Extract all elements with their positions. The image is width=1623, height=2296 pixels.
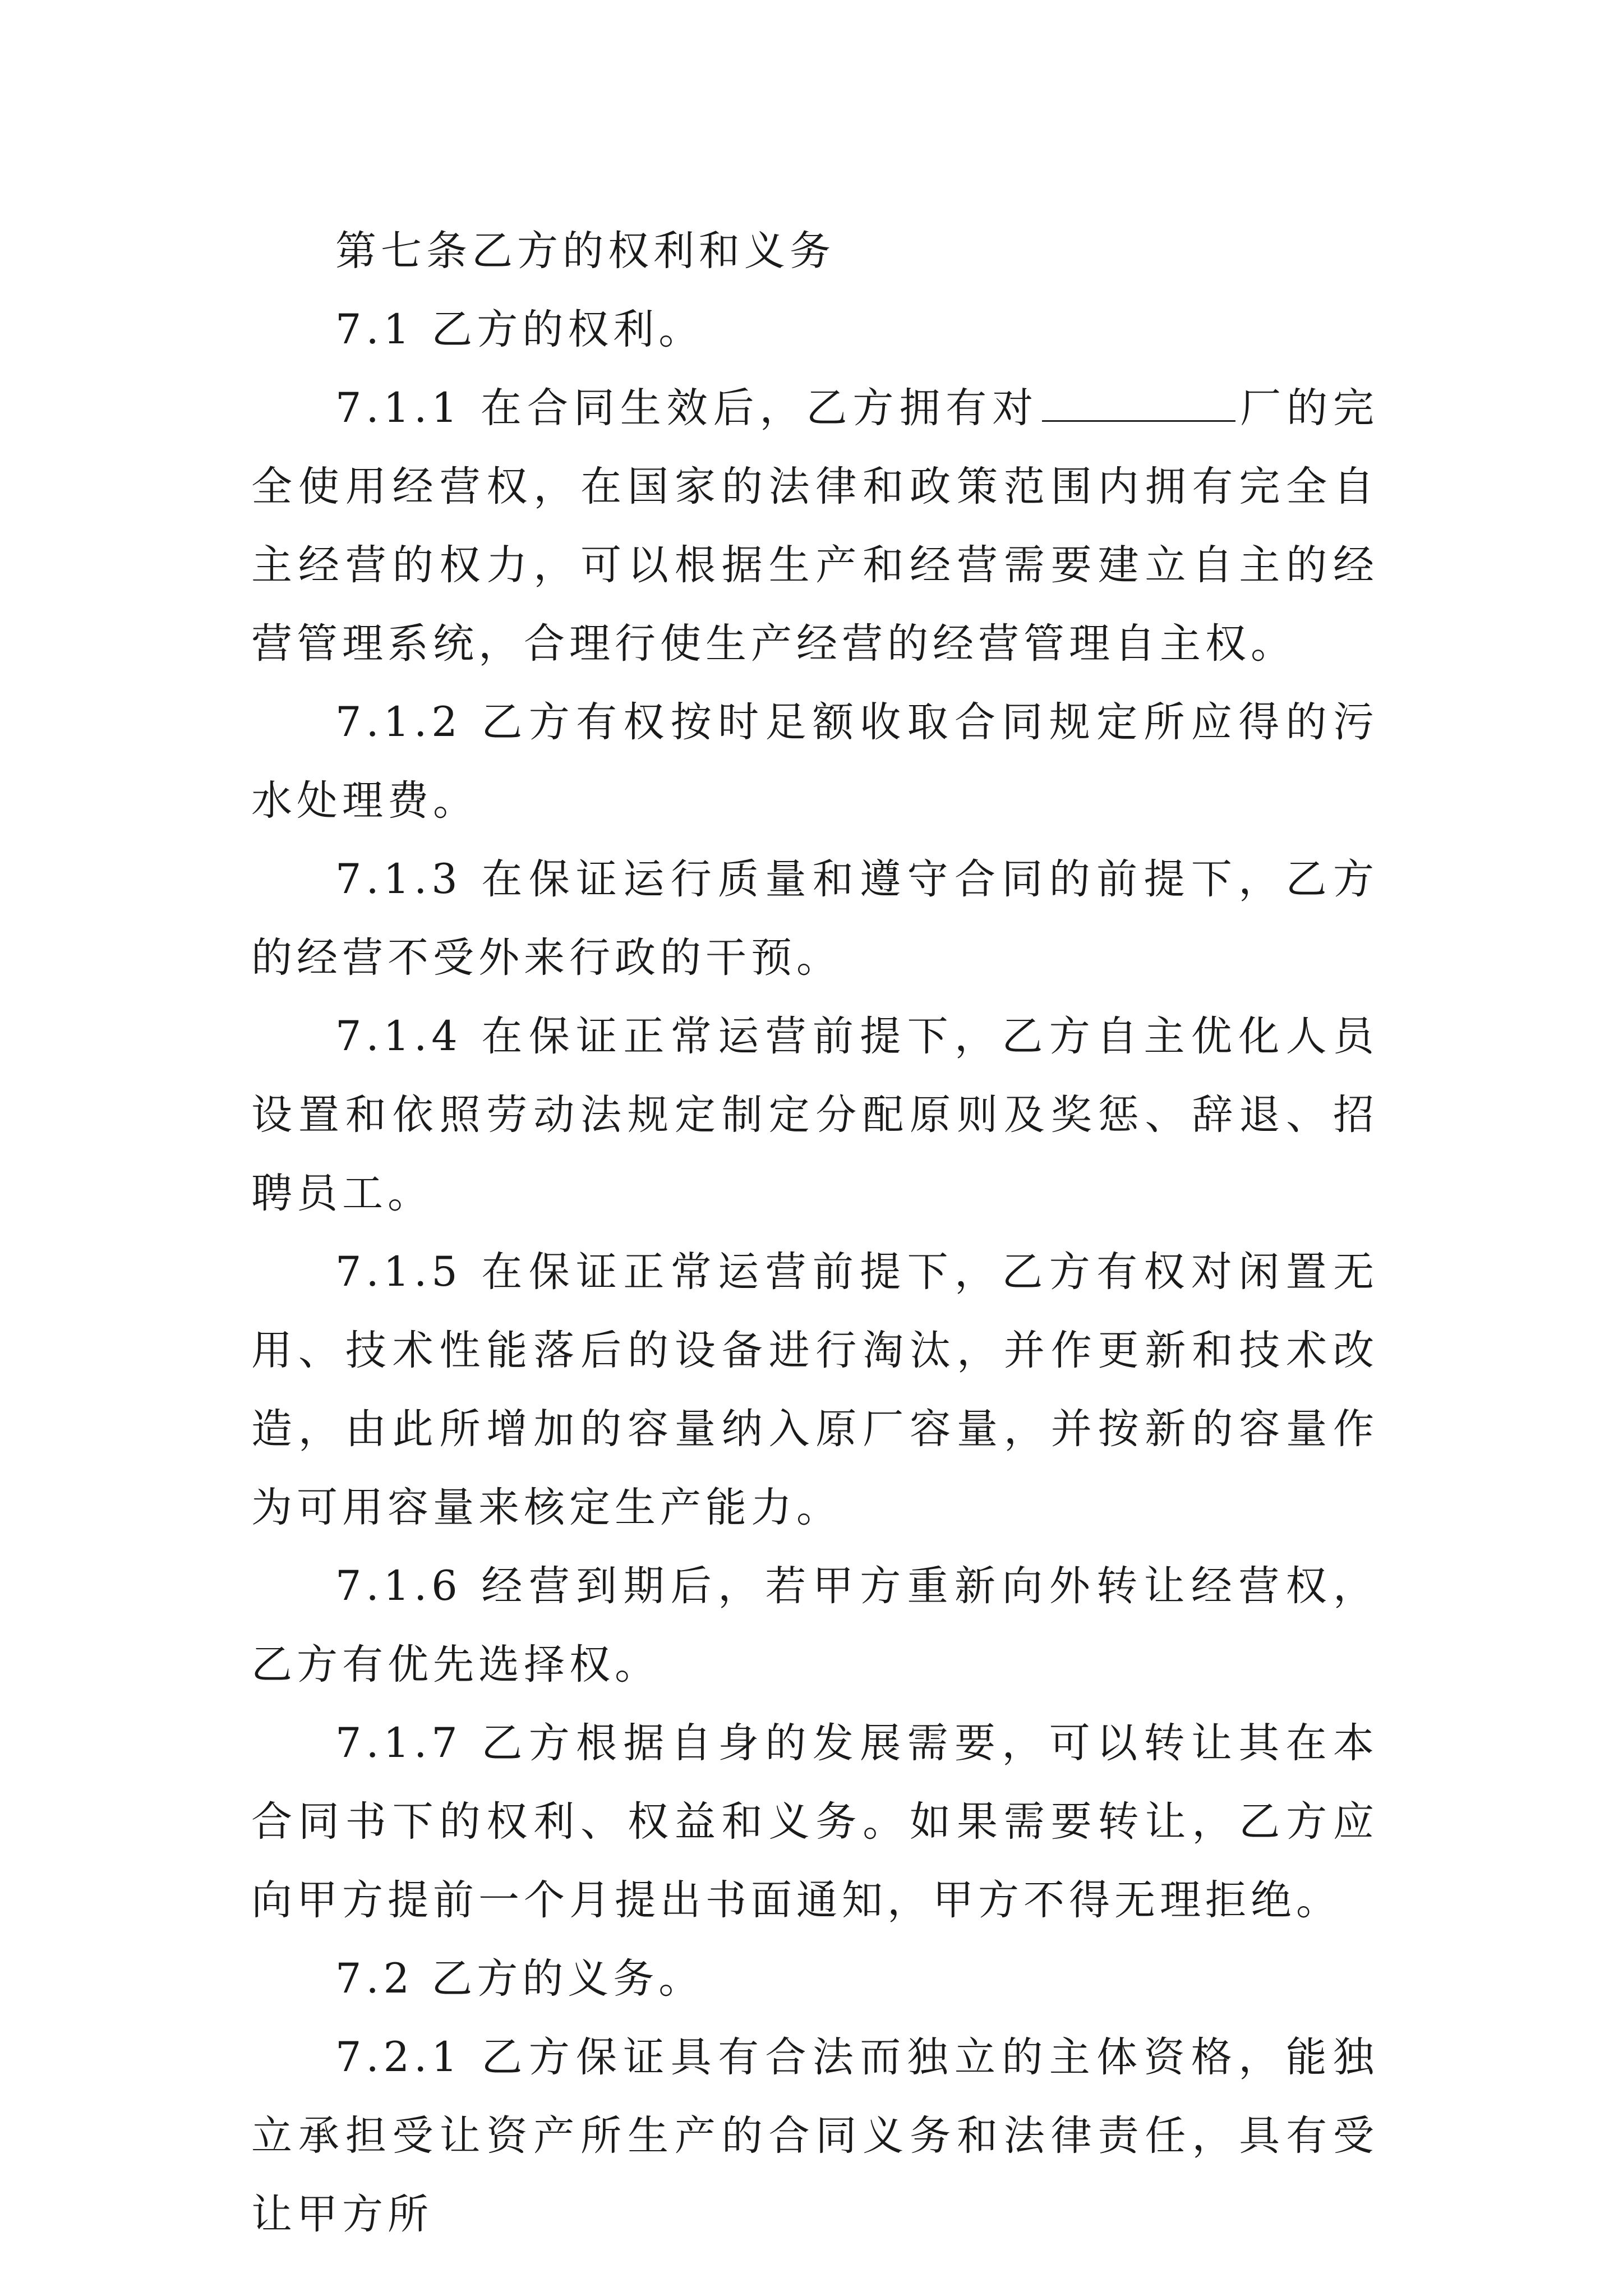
clause-7-2-1: 7.2.1 乙方保证具有合法而独立的主体资格，能独立承担受让资产所生产的合同义务和法律责任，具有受让甲方所 bbox=[251, 2033, 1378, 2238]
document-body bbox=[251, 212, 1378, 2254]
article-heading: 第七条乙方的权利和义务 bbox=[335, 227, 835, 275]
section-7-1: 7.1 乙方的权利。 bbox=[335, 306, 704, 353]
clause-7-1-7: 7.1.7 乙方根据自身的发展需要，可以转让其在本合同书下的权利、权益和义务。如果需要转让，乙方应向甲方提前一个月提出书面通知，甲方不得无理拒绝。 bbox=[251, 1719, 1378, 1924]
fill-in-blank bbox=[1042, 381, 1235, 422]
clause-7-1-1-text-end: 厂的完全使用经营权，在国家的法律和政策范围内拥有完全自主经营的权力，可以根据生产和经营需要建立自主的经营管理系统，合理行使生产经营的经营管理自主权。 bbox=[251, 384, 1379, 668]
clause-7-1-6: 7.1.6 经营到期后，若甲方重新向外转让经营权，乙方有优先选择权。 bbox=[251, 1562, 1378, 1688]
clause-7-1-5: 7.1.5 在保证正常运营前提下，乙方有权对闲置无用、技术性能落后的设备进行淘汰，并作更新和技术改造，由此所增加的容量纳入原厂容量，并按新的容量作为可用容量来核定生产能力。 bbox=[251, 1248, 1378, 1531]
clause-7-1-4: 7.1.4 在保证正常运营前提下，乙方自主优化人员设置和依照劳动法规定制定分配原则及奖惩、辞退、招聘员工。 bbox=[251, 1013, 1378, 1217]
clause-7-1-3: 7.1.3 在保证运行质量和遵守合同的前提下，乙方的经营不受外来行政的干预。 bbox=[251, 855, 1378, 982]
section-7-2: 7.2 乙方的义务。 bbox=[335, 1955, 704, 2003]
clause-7-1-1-text-start: 7.1.1 在合同生效后，乙方拥有对 bbox=[335, 384, 1039, 432]
clause-7-1-2: 7.1.2 乙方有权按时足额收取合同规定所应得的污水处理费。 bbox=[251, 698, 1378, 825]
clause-7-1-1 bbox=[251, 369, 1378, 683]
